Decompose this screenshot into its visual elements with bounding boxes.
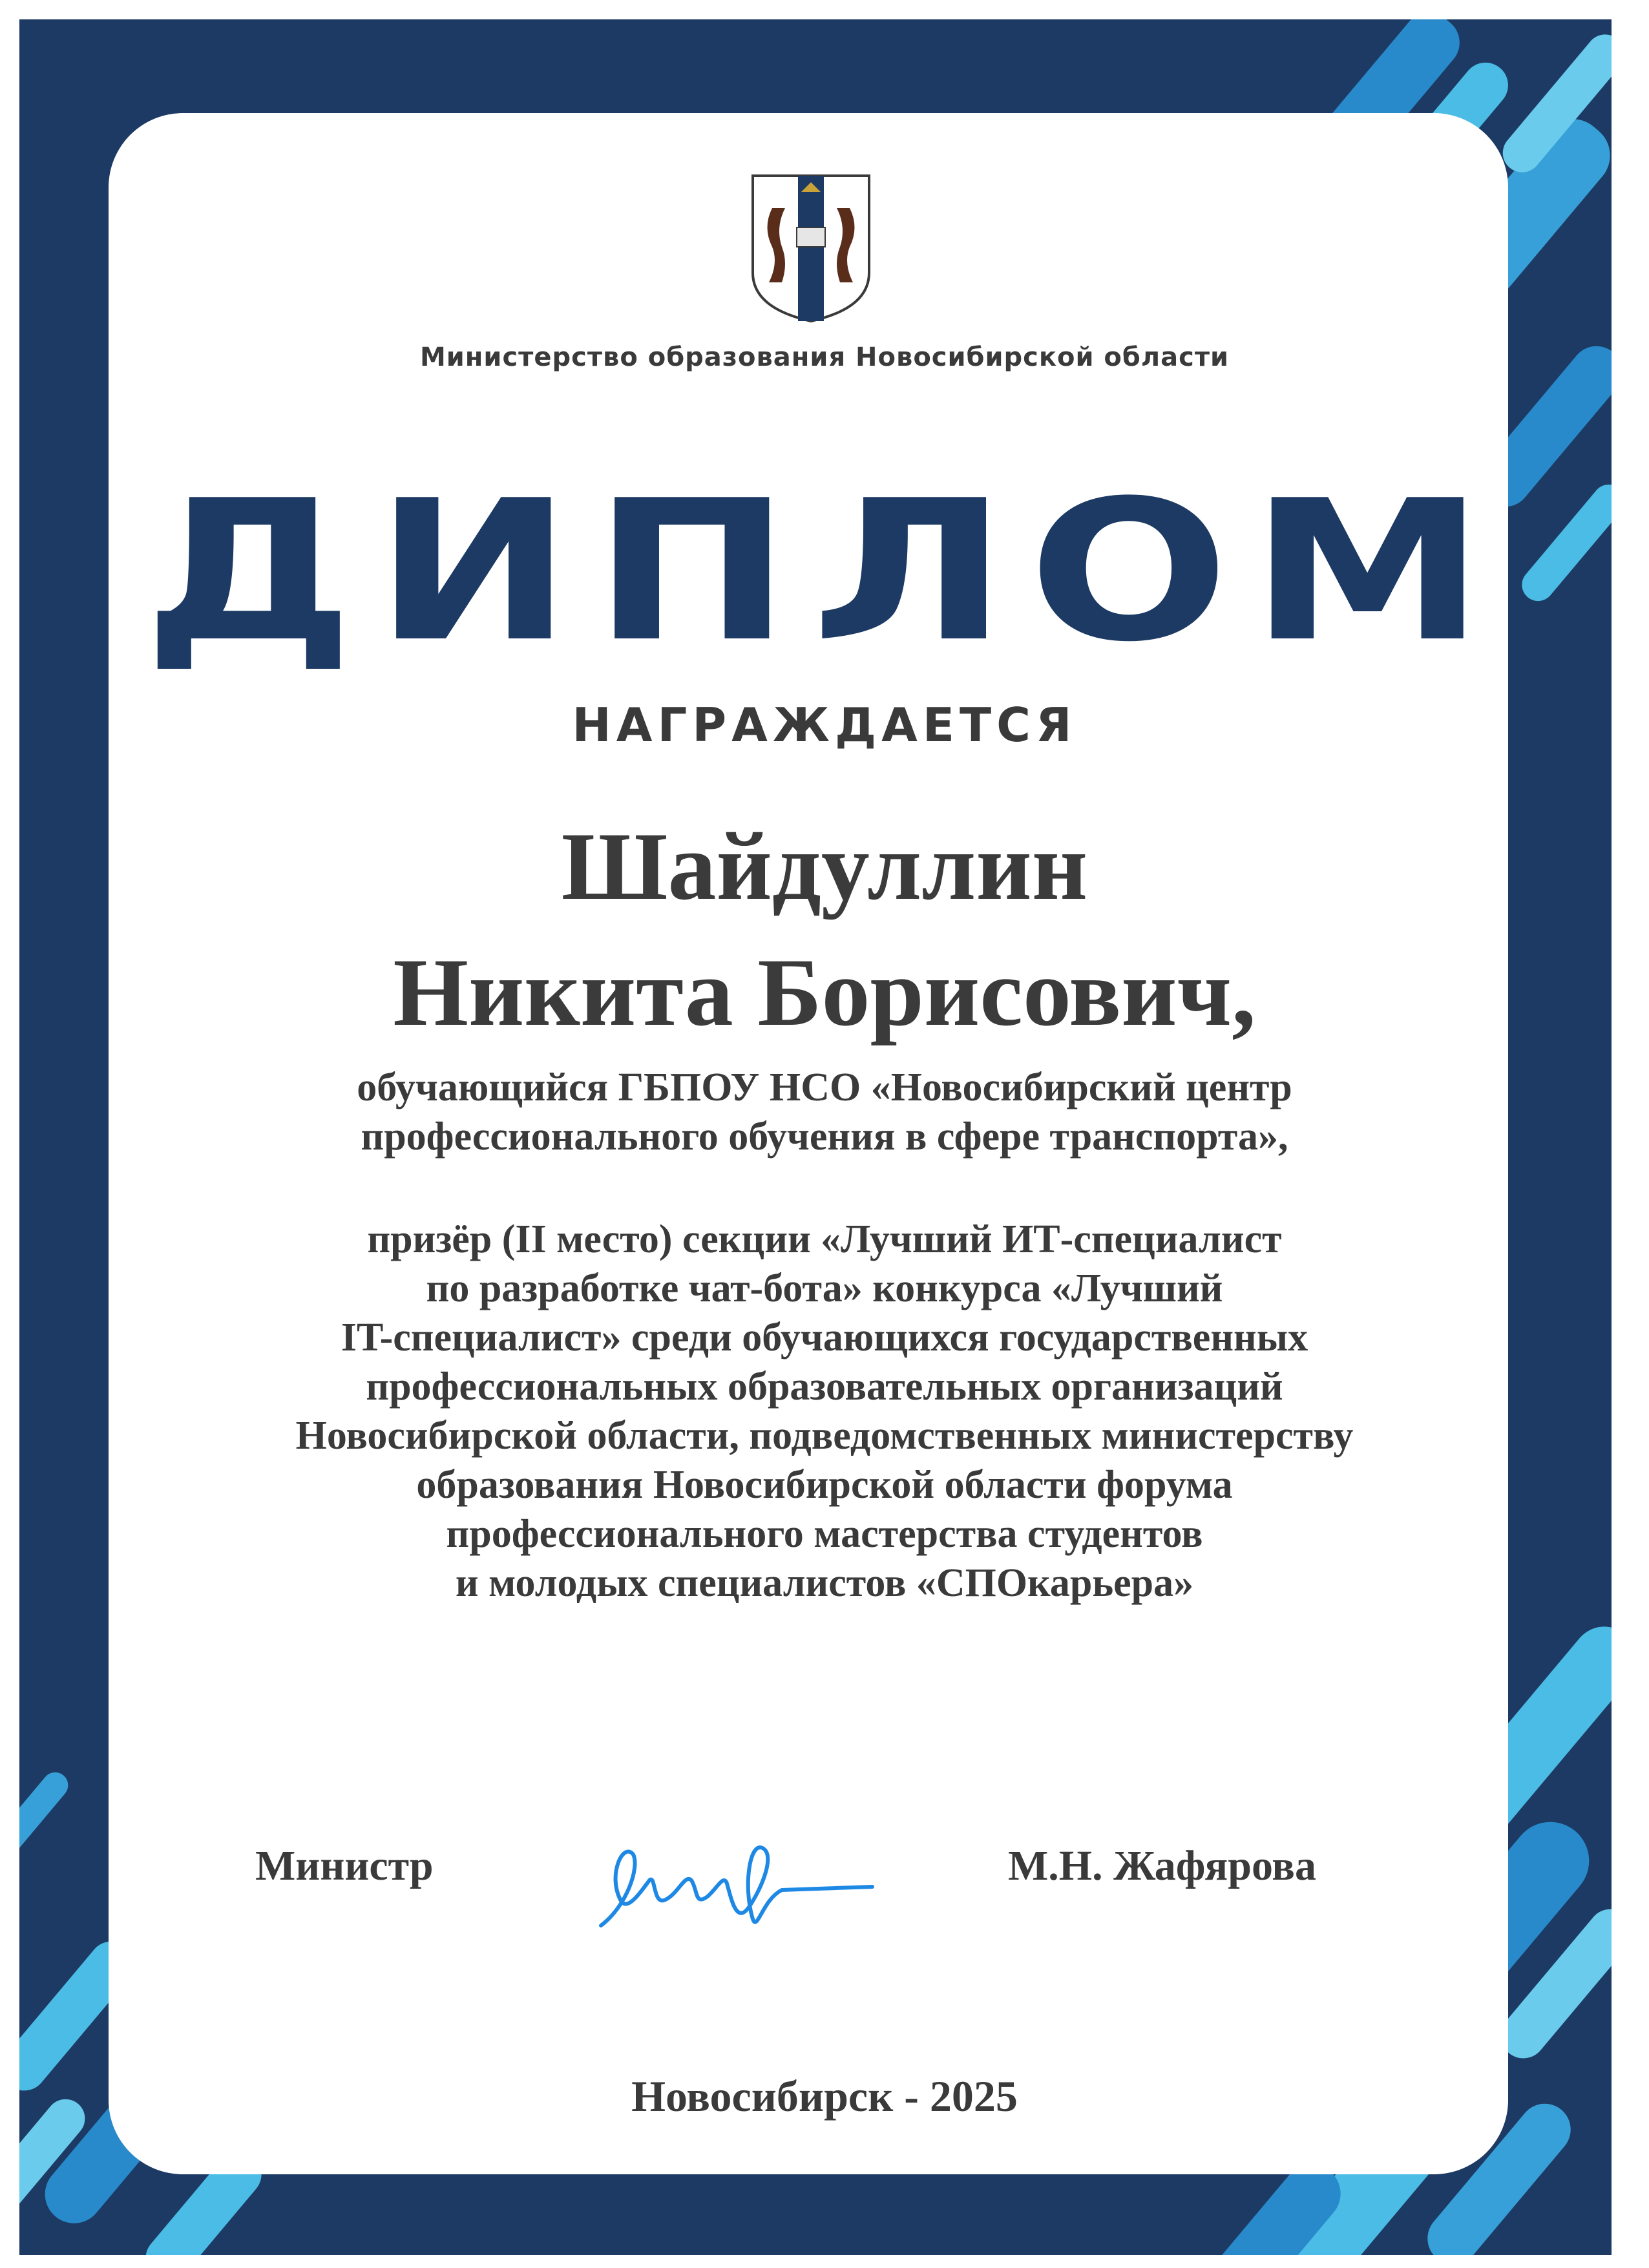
diploma-title: ДИПЛОМ	[143, 459, 1506, 684]
study-line: обучающийся ГБПОУ НСО «Новосибирский центр	[357, 1066, 1292, 1109]
coat-of-arms-icon	[746, 169, 876, 324]
recipient-surname: Шайдуллин	[561, 813, 1088, 920]
ministry-name: Министерство образования Новосибирской области	[419, 342, 1230, 372]
award-line: образования Новосибирской области форума	[416, 1463, 1233, 1507]
signatory-title: Министр	[255, 1842, 434, 1889]
signatory-name: М.Н. Жафярова	[1008, 1842, 1316, 1889]
award-line: и молодых специалистов «СПОкарьера»	[455, 1561, 1194, 1605]
award-line: профессиональных образовательных организаций	[366, 1365, 1283, 1409]
award-line: Новосибирской области, подведомственных министерству	[295, 1414, 1354, 1458]
award-line: IT-специалист» среди обучающихся государственных	[341, 1316, 1308, 1360]
award-line: профессионального мастерства студентов	[446, 1512, 1203, 1556]
award-paragraph	[97, 1215, 1552, 1608]
city-year: Новосибирск - 2025	[631, 2072, 1018, 2121]
awarded-label: НАГРАЖДАЕТСЯ	[572, 698, 1077, 752]
award-line: призёр (II место) секции «Лучший ИТ-специалист	[367, 1217, 1282, 1261]
award-line: по разработке чат-бота» конкурса «Лучший	[426, 1266, 1223, 1310]
handwritten-signature	[588, 1829, 885, 1945]
recipient-given-names: Никита Борисович,	[393, 939, 1256, 1046]
study-paragraph	[97, 1063, 1552, 1161]
study-line: профессионального обучения в сфере транспорта»,	[361, 1115, 1288, 1159]
